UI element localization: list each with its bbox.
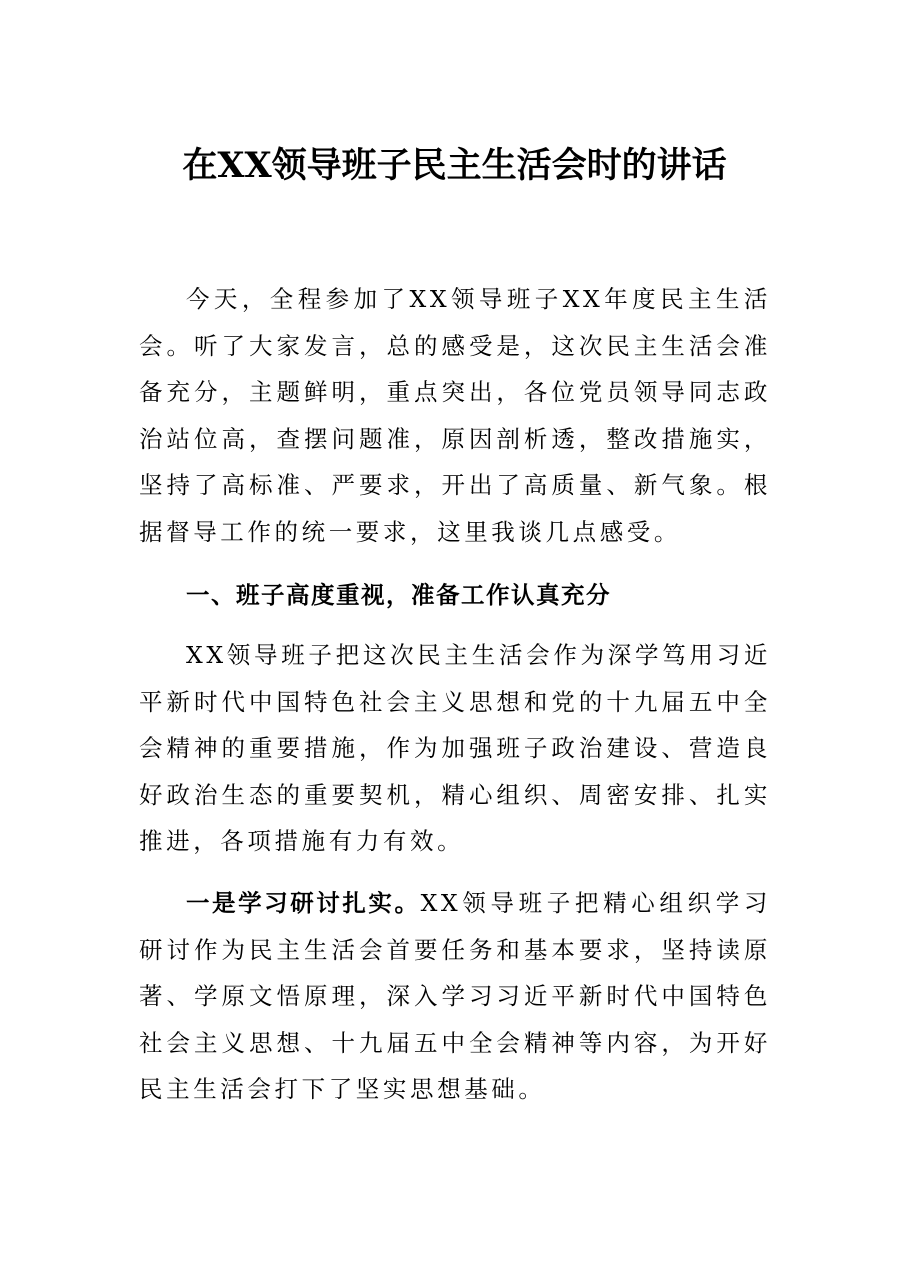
- section-1-paragraph: XX领导班子把这次民主生活会作为深学笃用习近平新时代中国特色社会主义思想和党的十九届五中全会精神的重要措施，作为加强班子政治建设、营造良好政治生态的重要契机，精心组织、周密安排、扎实推进，各项措施有力有效。: [139, 641, 771, 856]
- intro-paragraph: 今天，全程参加了XX领导班子XX年度民主生活会。听了大家发言，总的感受是，这次民主生活会准备充分，主题鲜明，重点突出，各位党员领导同志政治站位高，查摆问题准，原因剖析透，整改措施实，坚持了高标准、严要求，开出了高质量、新气象。根据督导工作的统一要求，这里我谈几点感受。: [139, 285, 771, 546]
- point-1-text: XX领导班子把精心组织学习研讨作为民主生活会首要任务和基本要求，坚持读原著、学原文悟原理，深入学习习近平新时代中国特色社会主义思想、十九届五中全会精神等内容，为开好民主生活会打下了坚实思想基础。: [139, 889, 772, 1104]
- section-heading-1: 一、班子高度重视，准备工作认真充分: [186, 581, 611, 609]
- point-1-paragraph: [139, 880, 771, 1113]
- document-title: 在XX领导班子民主生活会时的讲话: [182, 145, 727, 186]
- point-1-lead: 一是学习研讨扎实。: [186, 889, 421, 917]
